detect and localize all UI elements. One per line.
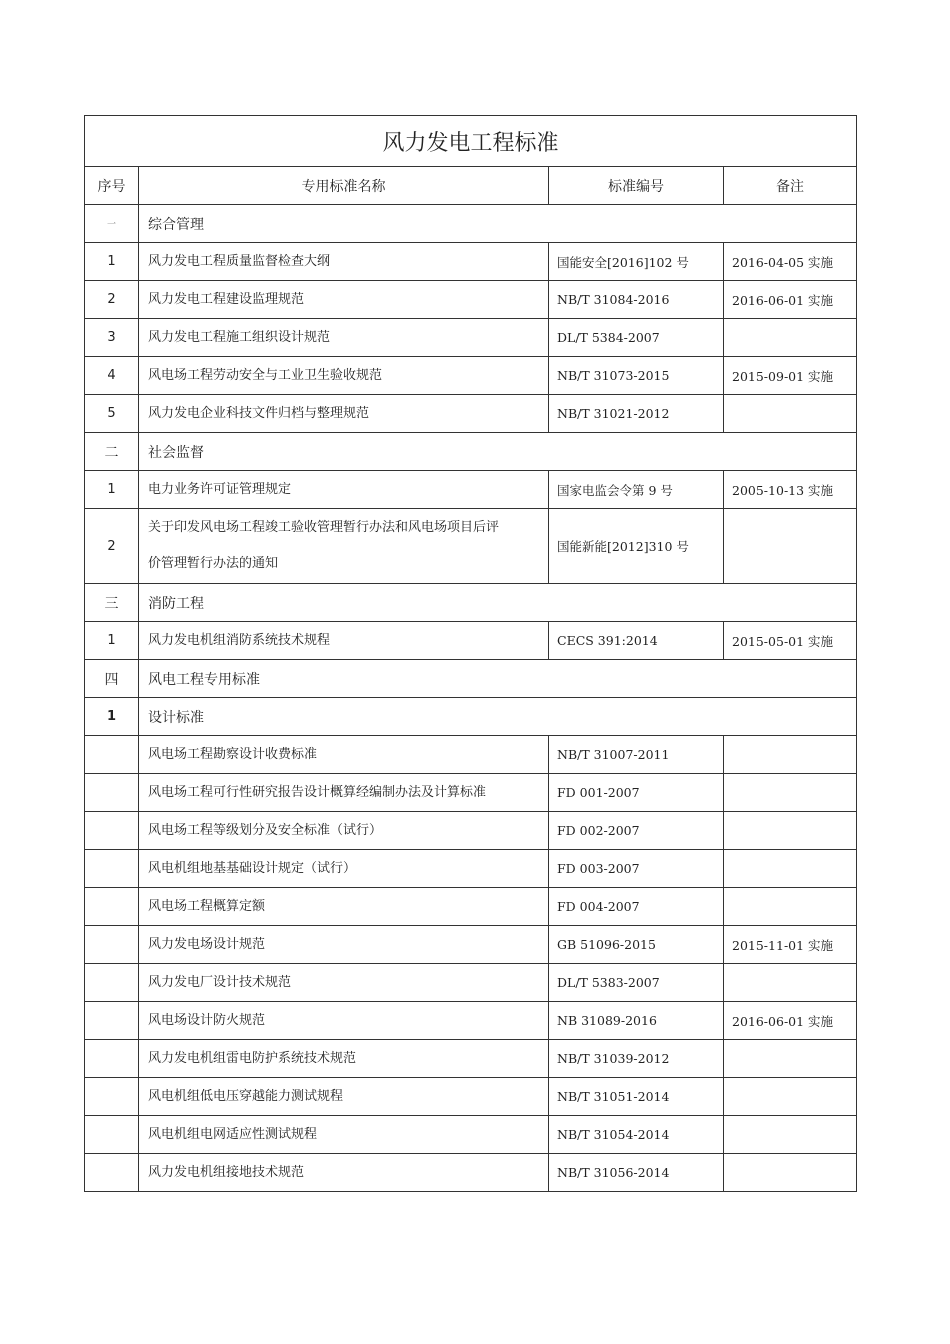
subsection-name: 设计标准	[139, 698, 857, 736]
row-no	[85, 774, 139, 812]
section-row	[85, 433, 857, 471]
table-row	[85, 395, 857, 433]
row-name: 风力发电工程建设监理规范	[139, 281, 549, 319]
table-row	[85, 1116, 857, 1154]
row-note	[724, 319, 857, 357]
header-name: 专用标准名称	[139, 167, 549, 205]
row-no: 1	[85, 243, 139, 281]
row-no	[85, 736, 139, 774]
table-row	[85, 888, 857, 926]
header-row	[85, 167, 857, 205]
table-title: 风力发电工程标准	[85, 116, 857, 167]
row-code: FD 004-2007	[549, 888, 724, 926]
row-name: 风电场工程可行性研究报告设计概算经编制办法及计算标准	[139, 774, 549, 812]
row-no: 1	[85, 622, 139, 660]
table-row	[85, 319, 857, 357]
row-note	[724, 1040, 857, 1078]
table-row	[85, 357, 857, 395]
row-no	[85, 1116, 139, 1154]
row-no: 3	[85, 319, 139, 357]
row-code: CECS 391:2014	[549, 622, 724, 660]
header-note: 备注	[724, 167, 857, 205]
row-code: DL/T 5384-2007	[549, 319, 724, 357]
row-name: 风力发电机组雷电防护系统技术规范	[139, 1040, 549, 1078]
row-code: FD 003-2007	[549, 850, 724, 888]
row-no	[85, 888, 139, 926]
row-code: NB 31089-2016	[549, 1002, 724, 1040]
table-row	[85, 812, 857, 850]
row-note	[724, 395, 857, 433]
row-note: 2016-06-01 实施	[724, 1002, 857, 1040]
row-no: 2	[85, 509, 139, 584]
row-note	[724, 1154, 857, 1192]
row-no: 2	[85, 281, 139, 319]
section-name: 风电工程专用标准	[139, 660, 857, 698]
row-name: 风力发电机组消防系统技术规程	[139, 622, 549, 660]
row-code: NB/T 31021-2012	[549, 395, 724, 433]
row-code: FD 001-2007	[549, 774, 724, 812]
row-note	[724, 812, 857, 850]
row-name: 电力业务许可证管理规定	[139, 471, 549, 509]
row-name: 风电场工程等级划分及安全标准（试行）	[139, 812, 549, 850]
row-note: 2015-11-01 实施	[724, 926, 857, 964]
section-row	[85, 205, 857, 243]
row-name: 风电机组电网适应性测试规程	[139, 1116, 549, 1154]
row-name: 风电机组地基基础设计规定（试行）	[139, 850, 549, 888]
section-name: 综合管理	[139, 205, 857, 243]
row-name	[139, 509, 549, 584]
row-code: FD 002-2007	[549, 812, 724, 850]
row-note	[724, 509, 857, 584]
section-row	[85, 584, 857, 622]
row-no	[85, 964, 139, 1002]
section-name: 社会监督	[139, 433, 857, 471]
section-no: 三	[85, 584, 139, 622]
table-row	[85, 1040, 857, 1078]
row-note: 2016-06-01 实施	[724, 281, 857, 319]
subsection-no: 1	[85, 698, 139, 736]
table-row	[85, 926, 857, 964]
header-code: 标准编号	[549, 167, 724, 205]
row-note	[724, 774, 857, 812]
table-row	[85, 774, 857, 812]
table-row	[85, 471, 857, 509]
row-no	[85, 812, 139, 850]
section-no: 四	[85, 660, 139, 698]
standards-sheet	[84, 115, 856, 1192]
row-note: 2015-09-01 实施	[724, 357, 857, 395]
row-name: 风电场设计防火规范	[139, 1002, 549, 1040]
row-name: 风力发电工程施工组织设计规范	[139, 319, 549, 357]
row-no	[85, 926, 139, 964]
row-no	[85, 1040, 139, 1078]
table-row	[85, 243, 857, 281]
row-name: 风力发电机组接地技术规范	[139, 1154, 549, 1192]
table-row	[85, 1154, 857, 1192]
row-name: 风电场工程劳动安全与工业卫生验收规范	[139, 357, 549, 395]
row-note: 2005-10-13 实施	[724, 471, 857, 509]
row-note	[724, 1078, 857, 1116]
row-name: 风电场工程勘察设计收费标准	[139, 736, 549, 774]
row-code: 国家电监会令第 9 号	[549, 471, 724, 509]
table-row	[85, 736, 857, 774]
table-row	[85, 1078, 857, 1116]
table-row	[85, 1002, 857, 1040]
row-note	[724, 736, 857, 774]
row-name: 风力发电厂设计技术规范	[139, 964, 549, 1002]
subsection-row	[85, 698, 857, 736]
row-no: 5	[85, 395, 139, 433]
row-name: 风电场工程概算定额	[139, 888, 549, 926]
row-name: 风力发电企业科技文件归档与整理规范	[139, 395, 549, 433]
table-row	[85, 850, 857, 888]
row-code: NB/T 31054-2014	[549, 1116, 724, 1154]
row-no	[85, 850, 139, 888]
section-row	[85, 660, 857, 698]
header-no: 序号	[85, 167, 139, 205]
row-name: 风力发电场设计规范	[139, 926, 549, 964]
table-row	[85, 622, 857, 660]
row-code: NB/T 31073-2015	[549, 357, 724, 395]
table-row	[85, 509, 857, 584]
row-code: NB/T 31056-2014	[549, 1154, 724, 1192]
row-no	[85, 1154, 139, 1192]
row-note	[724, 964, 857, 1002]
table-row	[85, 964, 857, 1002]
section-no: 二	[85, 433, 139, 471]
row-note	[724, 888, 857, 926]
row-code: NB/T 31007-2011	[549, 736, 724, 774]
row-note: 2015-05-01 实施	[724, 622, 857, 660]
row-name-line-1: 关于印发风电场工程竣工验收管理暂行办法和风电场项目后评	[148, 520, 500, 535]
row-no	[85, 1078, 139, 1116]
row-code: NB/T 31051-2014	[549, 1078, 724, 1116]
row-no: 4	[85, 357, 139, 395]
row-code: 国能安全[2016]102 号	[549, 243, 724, 281]
table-row	[85, 281, 857, 319]
row-note	[724, 850, 857, 888]
row-name-line-2: 价管理暂行办法的通知	[148, 556, 279, 571]
row-note: 2016-04-05 实施	[724, 243, 857, 281]
standards-table	[84, 115, 857, 1192]
row-code: 国能新能[2012]310 号	[549, 509, 724, 584]
row-no	[85, 1002, 139, 1040]
section-name: 消防工程	[139, 584, 857, 622]
row-code: DL/T 5383-2007	[549, 964, 724, 1002]
row-code: GB 51096-2015	[549, 926, 724, 964]
row-name: 风电机组低电压穿越能力测试规程	[139, 1078, 549, 1116]
section-no: 一	[85, 205, 139, 243]
row-note	[724, 1116, 857, 1154]
row-code: NB/T 31039-2012	[549, 1040, 724, 1078]
row-code: NB/T 31084-2016	[549, 281, 724, 319]
row-name: 风力发电工程质量监督检查大纲	[139, 243, 549, 281]
row-no: 1	[85, 471, 139, 509]
